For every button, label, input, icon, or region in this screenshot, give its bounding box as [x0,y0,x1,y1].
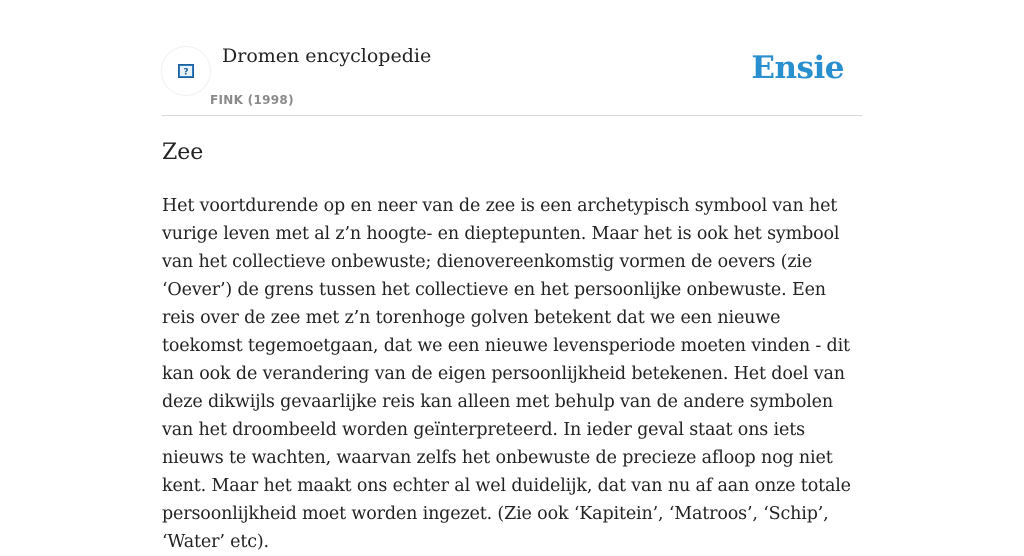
question-book-glyph [178,64,194,78]
entry-title: Zee [162,140,204,165]
source-meta: FINK (1998) [210,93,294,107]
ensie-logo[interactable]: Ensie [751,50,844,86]
question-book-icon[interactable] [162,47,210,95]
source-title[interactable]: Dromen encyclopedie [222,45,432,67]
source-header [162,40,862,116]
entry-body: Het voortdurende op en neer van de zee is een archetypisch symbool van het vurige leven met al z’n hoogte- en dieptepunten. Maar het is ook het symbool van het collectieve onbewuste; dienovereenkomstig vormen de oevers (zie ‘Oever’) de grens tussen het collectieve en het persoonlijke onbewuste. Een reis over de zee met z’n torenhoge golven betekent dat we een nieuwe toekomst tegemoetgaan, dat we een nieuwe levensperiode moeten vinden - dit kan ook de verandering van de eigen persoonlijkheid betekenen. Het doel van deze dikwijls gevaarlijke reis kan alleen met behulp van de andere symbolen van het droombeeld worden geïnterpreteerd. In ieder geval staat ons iets nieuws te wachten, waarvan zelfs het onbewuste de precieze afloop nog niet kent. Maar het maakt ons echter al wel duidelijk, dat van nu af aan onze totale persoonlijkheid moet worden ingezet. (Zie ook ‘Kapitein’, ‘Matroos’, ‘Schip’, ‘Water’ etc). [162,196,851,552]
svg-text:?: ? [183,67,189,78]
